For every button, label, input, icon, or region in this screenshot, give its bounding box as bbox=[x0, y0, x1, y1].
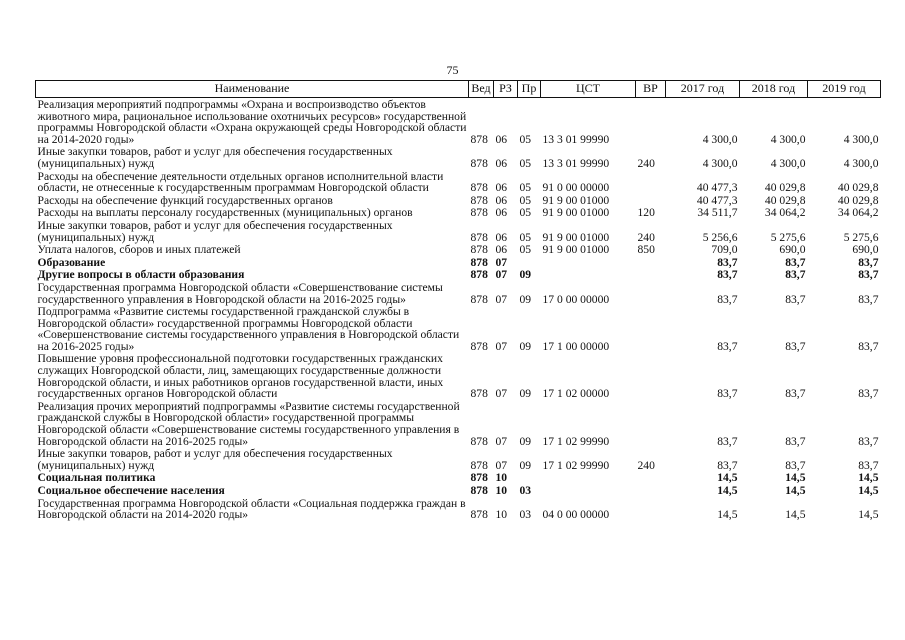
table-row bbox=[36, 256, 881, 269]
row-value-2018: 14,5 bbox=[785, 471, 806, 485]
row-value-2017: 83,7 bbox=[717, 268, 738, 282]
table-row bbox=[36, 194, 881, 207]
row-cst bbox=[541, 471, 636, 484]
row-vr bbox=[636, 256, 666, 269]
row-value-2018: 690,0 bbox=[779, 243, 806, 257]
row-value-2017: 40 477,3 bbox=[696, 181, 738, 195]
row-name: Другие вопросы в области образования bbox=[37, 268, 245, 282]
row-value-2018: 4 300,0 bbox=[770, 156, 806, 170]
table-row bbox=[36, 98, 881, 146]
row-cst: 17 1 02 99990 bbox=[542, 434, 610, 448]
row-name: Уплата налогов, сборов и иных платежей bbox=[37, 243, 241, 257]
row-value-2018: 83,7 bbox=[785, 458, 806, 472]
row-name: Иные закупки товаров, работ и услуг для обеспечения государственных (муниципальных) нужд bbox=[37, 145, 393, 170]
row-ved: 878 bbox=[470, 434, 488, 448]
row-cst: 13 3 01 99990 bbox=[542, 132, 610, 146]
row-name: Расходы на выплаты персоналу государственных (муниципальных) органов bbox=[37, 206, 413, 220]
row-pr: 05 bbox=[519, 230, 532, 244]
row-value-2019: 83,7 bbox=[858, 268, 879, 282]
table-row bbox=[36, 206, 881, 219]
header-2017: 2017 год bbox=[666, 81, 740, 98]
row-rz: 07 bbox=[495, 339, 508, 353]
row-vr bbox=[636, 170, 666, 194]
row-pr: 09 bbox=[519, 458, 532, 472]
row-value-2019: 5 275,6 bbox=[843, 230, 879, 244]
table-row bbox=[36, 305, 881, 352]
header-ved: Вед bbox=[469, 81, 494, 98]
row-value-2019: 83,7 bbox=[858, 458, 879, 472]
header-name: Наименование bbox=[36, 81, 469, 98]
row-value-2018: 83,7 bbox=[785, 268, 806, 282]
row-value-2019: 14,5 bbox=[858, 471, 879, 485]
row-vr bbox=[636, 305, 666, 352]
row-name: Иные закупки товаров, работ и услуг для обеспечения государственных (муниципальных) нужд bbox=[37, 447, 393, 472]
row-cst: 17 0 00 00000 bbox=[542, 292, 610, 306]
row-value-2018: 40 029,8 bbox=[764, 181, 806, 195]
row-name: Реализация прочих мероприятий подпрограммы «Развитие системы государственной гражданской службы в Новгородской области» государственной программы Новгородской области «Совершенствование системы государственного управления в Новгородской области на 2016-2025 годы» bbox=[37, 399, 460, 448]
row-rz: 07 bbox=[495, 255, 508, 269]
header-2019: 2019 год bbox=[808, 81, 881, 98]
table-row bbox=[36, 352, 881, 399]
row-value-2018: 5 275,6 bbox=[770, 230, 806, 244]
row-cst: 13 3 01 99990 bbox=[542, 156, 610, 170]
table-row bbox=[36, 281, 881, 305]
row-vr bbox=[636, 352, 666, 399]
row-cst: 17 1 02 99990 bbox=[542, 458, 610, 472]
row-pr: 05 bbox=[519, 206, 532, 220]
row-ved: 878 bbox=[470, 156, 488, 170]
row-value-2018: 4 300,0 bbox=[770, 132, 806, 146]
row-name: Образование bbox=[37, 255, 106, 269]
row-value-2017: 4 300,0 bbox=[702, 132, 738, 146]
row-ved: 878 bbox=[470, 339, 488, 353]
row-value-2017: 4 300,0 bbox=[702, 156, 738, 170]
row-cst: 91 9 00 01000 bbox=[542, 230, 610, 244]
row-name: Государственная программа Новгородской области «Совершенствование системы государственного управления в Новгородской области на 2016-2025 годы» bbox=[37, 280, 443, 306]
row-name: Социальная политика bbox=[37, 471, 156, 485]
row-value-2018: 40 029,8 bbox=[764, 193, 806, 207]
row-value-2019: 83,7 bbox=[858, 255, 879, 269]
row-rz: 10 bbox=[495, 484, 508, 497]
row-rz: 06 bbox=[495, 132, 508, 146]
row-value-2019: 83,7 bbox=[858, 387, 879, 401]
row-vr: 240 bbox=[637, 458, 655, 472]
row-rz: 06 bbox=[495, 193, 508, 207]
row-vr: 850 bbox=[637, 243, 655, 257]
row-rz: 07 bbox=[495, 292, 508, 306]
row-vr bbox=[636, 484, 666, 497]
row-value-2018: 14,5 bbox=[785, 508, 806, 522]
row-cst: 91 9 00 01000 bbox=[542, 206, 610, 220]
row-cst: 91 9 00 01000 bbox=[542, 243, 610, 257]
row-vr: 120 bbox=[637, 206, 655, 220]
row-value-2017: 5 256,6 bbox=[702, 230, 738, 244]
header-cst: ЦСТ bbox=[541, 81, 636, 98]
row-pr: 05 bbox=[519, 132, 532, 146]
table-row bbox=[36, 497, 881, 521]
row-value-2017: 14,5 bbox=[717, 508, 738, 522]
row-value-2017: 14,5 bbox=[717, 484, 738, 497]
row-rz: 06 bbox=[495, 230, 508, 244]
row-value-2018: 83,7 bbox=[785, 387, 806, 401]
page-number: 75 bbox=[446, 63, 459, 77]
budget-table bbox=[35, 80, 881, 521]
row-rz: 06 bbox=[495, 181, 508, 195]
table-row bbox=[36, 145, 881, 169]
row-rz: 06 bbox=[495, 156, 508, 170]
row-pr: 09 bbox=[519, 268, 532, 282]
row-name: Расходы на обеспечение деятельности отдельных органов исполнительной власти области, не отнесенные к государственным программам Новгородской области bbox=[37, 169, 444, 195]
row-vr bbox=[636, 471, 666, 484]
row-rz: 06 bbox=[495, 243, 508, 257]
row-value-2018: 83,7 bbox=[785, 255, 806, 269]
row-value-2018: 83,7 bbox=[785, 434, 806, 448]
row-ved: 878 bbox=[470, 268, 488, 282]
row-cst: 04 0 00 00000 bbox=[542, 508, 610, 522]
row-value-2018: 83,7 bbox=[785, 292, 806, 306]
row-value-2019: 83,7 bbox=[858, 434, 879, 448]
header-vr: ВР bbox=[636, 81, 666, 98]
row-value-2017: 83,7 bbox=[717, 434, 738, 448]
row-ved: 878 bbox=[470, 193, 488, 207]
row-ved: 878 bbox=[470, 484, 488, 497]
row-value-2017: 83,7 bbox=[717, 387, 738, 401]
row-ved: 878 bbox=[470, 471, 488, 485]
row-value-2019: 40 029,8 bbox=[837, 193, 879, 207]
row-rz: 10 bbox=[495, 471, 508, 485]
row-value-2019: 690,0 bbox=[852, 243, 879, 257]
row-value-2019: 40 029,8 bbox=[837, 181, 879, 195]
row-ved: 878 bbox=[470, 387, 488, 401]
row-value-2017: 709,0 bbox=[711, 243, 738, 257]
row-value-2019: 14,5 bbox=[858, 508, 879, 522]
row-pr: 05 bbox=[519, 156, 532, 170]
row-ved: 878 bbox=[470, 292, 488, 306]
row-pr: 03 bbox=[519, 508, 532, 522]
row-vr: 240 bbox=[637, 230, 655, 244]
row-cst bbox=[541, 256, 636, 269]
row-cst: 17 1 02 00000 bbox=[542, 387, 610, 401]
table-row bbox=[36, 268, 881, 281]
row-pr bbox=[518, 471, 541, 484]
row-pr: 09 bbox=[519, 434, 532, 448]
row-cst bbox=[541, 268, 636, 281]
row-vr bbox=[636, 98, 666, 146]
row-rz: 10 bbox=[495, 508, 508, 522]
row-value-2018: 83,7 bbox=[785, 339, 806, 353]
row-rz: 06 bbox=[495, 206, 508, 220]
header-pr: Пр bbox=[518, 81, 541, 98]
row-name: Государственная программа Новгородской области «Социальная поддержка граждан в Новгородской области на 2014-2020 годы» bbox=[37, 496, 466, 522]
row-pr: 09 bbox=[519, 387, 532, 401]
row-pr: 05 bbox=[519, 243, 532, 257]
row-value-2017: 83,7 bbox=[717, 339, 738, 353]
row-name: Реализация мероприятий подпрограммы «Охрана и воспроизводство объектов животного мира, рациональное использование охотничьих ресурсов» государственной программы Новгородской области «Охрана окружающей среды Новгородской области на 2014-2020 годы» bbox=[37, 98, 467, 146]
row-vr bbox=[636, 281, 666, 305]
row-value-2017: 83,7 bbox=[717, 255, 738, 269]
header-2018: 2018 год bbox=[740, 81, 808, 98]
row-value-2019: 34 064,2 bbox=[837, 206, 879, 220]
row-name: Подпрограмма «Развитие системы государственной гражданской службы в Новгородской области» государственной программы Новгородской области «Совершенствование системы государственного управления в Новгородской области на 2016-2025 годы» bbox=[37, 305, 460, 353]
row-value-2017: 83,7 bbox=[717, 292, 738, 306]
row-ved: 878 bbox=[470, 243, 488, 257]
table-row bbox=[36, 170, 881, 194]
row-pr: 05 bbox=[519, 181, 532, 195]
row-pr: 09 bbox=[519, 339, 532, 353]
row-cst: 91 0 00 00000 bbox=[542, 181, 610, 195]
row-value-2019: 83,7 bbox=[858, 292, 879, 306]
table-body bbox=[36, 98, 881, 521]
row-pr: 05 bbox=[519, 193, 532, 207]
row-value-2019: 14,5 bbox=[858, 484, 879, 497]
row-vr bbox=[636, 194, 666, 207]
row-pr: 03 bbox=[519, 484, 532, 497]
row-ved: 878 bbox=[470, 458, 488, 472]
row-name: Повышение уровня профессиональной подготовки государственных гражданских служащих Новгородской области, лиц, замещающих государственные должности Новгородской области, и иных работников органов государственной власти, иных государственных органов Новгородской области bbox=[37, 352, 444, 401]
table-row bbox=[36, 243, 881, 256]
row-rz: 07 bbox=[495, 434, 508, 448]
row-value-2017: 40 477,3 bbox=[696, 193, 738, 207]
row-ved: 878 bbox=[470, 508, 488, 522]
row-name: Иные закупки товаров, работ и услуг для обеспечения государственных (муниципальных) нужд bbox=[37, 218, 393, 244]
row-pr: 09 bbox=[519, 292, 532, 306]
row-rz: 07 bbox=[495, 458, 508, 472]
row-value-2019: 83,7 bbox=[858, 339, 879, 353]
row-name: Расходы на обеспечение функций государственных органов bbox=[37, 193, 333, 207]
table-row bbox=[36, 471, 881, 484]
row-value-2017: 14,5 bbox=[717, 471, 738, 485]
table-row bbox=[36, 219, 881, 243]
table-header bbox=[36, 81, 881, 98]
row-vr bbox=[636, 400, 666, 447]
table-row bbox=[36, 447, 881, 471]
row-value-2018: 34 064,2 bbox=[764, 206, 806, 220]
row-cst: 17 1 00 00000 bbox=[542, 339, 610, 353]
row-pr bbox=[518, 256, 541, 269]
row-vr bbox=[636, 268, 666, 281]
row-rz: 07 bbox=[495, 387, 508, 401]
table-row bbox=[36, 484, 881, 497]
row-ved: 878 bbox=[470, 206, 488, 220]
row-rz: 07 bbox=[495, 268, 508, 282]
row-vr: 240 bbox=[637, 156, 655, 170]
row-cst bbox=[541, 484, 636, 497]
row-vr bbox=[636, 497, 666, 521]
row-name: Социальное обеспечение населения bbox=[37, 484, 225, 497]
table-row bbox=[36, 400, 881, 447]
row-value-2017: 83,7 bbox=[717, 458, 738, 472]
row-value-2019: 4 300,0 bbox=[843, 156, 879, 170]
row-ved: 878 bbox=[470, 255, 488, 269]
row-value-2018: 14,5 bbox=[785, 484, 806, 497]
header-rz: РЗ bbox=[494, 81, 518, 98]
row-value-2019: 4 300,0 bbox=[843, 132, 879, 146]
row-ved: 878 bbox=[470, 230, 488, 244]
row-ved: 878 bbox=[470, 132, 488, 146]
row-value-2017: 34 511,7 bbox=[697, 206, 738, 220]
row-cst: 91 9 00 01000 bbox=[542, 193, 610, 207]
row-ved: 878 bbox=[470, 181, 488, 195]
